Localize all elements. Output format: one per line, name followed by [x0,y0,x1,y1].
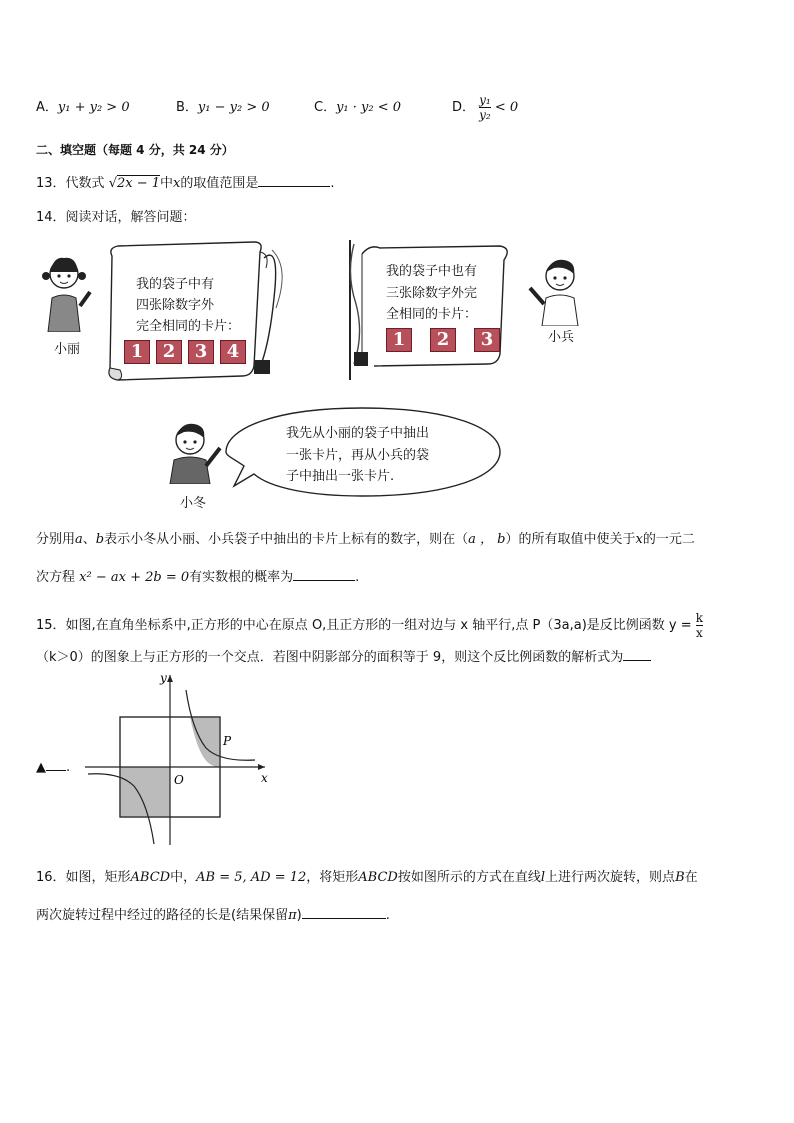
q15-end: . [66,760,71,775]
x-axis-arrow-icon [258,764,265,770]
q16-condition: AB = 5, AD = 12 [196,870,307,885]
boy-figure [524,252,586,326]
xiaoli-card-3: 3 [188,340,214,364]
xiaobing-line2: 三张除数字外完 [386,286,478,301]
q15-text: （k＞0）的图象上与正方形的一个交点．若图中阴影部分的面积等于 9，则这个反比例函数的解析式为 [36,650,624,665]
q14-text: ）的所有取值中使关于 [505,532,636,547]
xiaoli-card-2: 2 [156,340,182,364]
triangle-icon: ▲ [36,760,46,775]
xiaodong-line1: 我先从小丽的袋子中抽出 [286,426,430,441]
option-d [452,88,518,128]
q16-line1 [36,868,698,888]
q14-end: . [355,570,360,585]
option-a-label: A． [36,100,58,115]
option-c-label: C． [314,100,337,115]
q13-pre: 13．代数式 [36,176,105,191]
section-title: 二、填空题（每题 4 分，共 24 分） [36,143,234,157]
xiaobing-name: 小兵 [548,330,575,345]
option-b-expr: y₁ − y₂ > 0 [197,100,270,115]
pi-symbol: π [288,908,297,923]
option-c [314,98,401,118]
q15-line2 [36,646,651,668]
xiaobing-line3: 全相同的卡片： [386,307,478,322]
q15-text: 15．如图,在直角坐标系中,正方形的中心在原点 O,且正方形的一组对边与 x 轴平行,点 P（3a,a)是反比例函数 y = [36,618,692,633]
quadratic-equation: x² − ax + 2b = 0 [79,570,190,585]
question-13 [36,172,335,194]
girl-figure [36,246,96,332]
q14-text: 分别用 [36,532,76,547]
question-14-intro: 14．阅读对话，解答问题： [36,210,196,225]
q16-text: 在 [684,870,698,885]
var-x: x [635,532,643,547]
q16-text: 16．如图，矩形 [36,870,131,885]
q14-text: 、 [82,532,96,547]
q14-body-line2 [36,566,359,588]
xiaodong-name: 小冬 [180,496,207,511]
q14-text: 的一元二 [642,532,695,547]
option-d-rest: < 0 [494,100,519,115]
q16-text: 两次旋转过程中经过的路径的长是(结果保留 [36,908,289,923]
option-b [176,98,270,118]
xiaobing-card-1: 1 [386,328,412,352]
answer-blank[interactable] [623,646,651,661]
fraction-denominator: x [696,626,703,640]
xiaoli-card-1: 1 [124,340,150,364]
sqrt-expression: √2x − 1 [108,176,161,191]
xiaoli-line3: 完全相同的卡片： [136,319,241,334]
answer-line [36,756,70,778]
point-p-label: P [223,734,232,748]
q16-text: 按如图所示的方式在直线 [397,870,541,885]
q16-text: 上进行两次旋转，则点 [545,870,676,885]
y-axis-label: y [160,671,167,685]
origin-label: O [174,773,184,787]
q13-post: 的取值范围是 [180,176,259,191]
xiaobing-card-3: 3 [474,328,500,352]
pair-ab: a ， b [468,532,506,547]
option-a [36,98,130,118]
xiaoli-card-4: 4 [220,340,246,364]
answer-blank[interactable] [46,756,66,771]
q15-line1 [36,608,703,644]
option-c-expr: y₁ · y₂ < 0 [336,100,402,115]
q16-text: ，将矩形 [306,870,359,885]
var-a: a [75,532,83,547]
option-d-numerator: y₁ [479,93,491,107]
option-a-expr: y₁ + y₂ > 0 [57,100,130,115]
k-over-x-fraction [696,611,703,640]
fraction-numerator: k [695,611,704,625]
y-axis-arrow-icon [167,675,173,682]
q14-text: 次方程 [36,570,76,585]
coordinate-graph [80,670,280,850]
answer-blank[interactable] [258,172,330,187]
line-l: l [540,870,546,885]
point-b: B [675,870,685,885]
q16-text: ) [296,908,302,923]
option-d-denominator: y₂ [479,108,491,122]
q13-radicand: 2x − 1 [116,176,161,191]
answer-blank[interactable] [302,904,386,919]
q14-text: 有实数根的概率为 [189,570,294,585]
q13-mid: 中 [160,176,174,191]
xiaoli-name: 小丽 [54,342,81,357]
xiaodong-line3: 子中抽出一张卡片. [286,469,395,484]
q14-text: 表示小冬从小丽、小兵袋子中抽出的卡片上标有的数字，则在（ [104,532,469,547]
xiaoli-line2: 四张除数字外 [136,298,215,313]
rect-abcd: ABCD [130,870,171,885]
q14-body-line1 [36,530,695,550]
answer-blank[interactable] [293,566,355,581]
q16-line2 [36,904,390,926]
rect-abcd: ABCD [358,870,398,885]
shaded-region-bottom [120,767,170,817]
q16-text: 中， [170,870,197,885]
xiaoli-line1: 我的袋子中有 [136,277,215,292]
option-d-label: D． [452,100,476,115]
xiaobing-line1: 我的袋子中也有 [386,264,478,279]
option-b-label: B． [176,100,198,115]
x-axis-label: x [261,771,268,785]
q13-var: x [173,176,181,191]
xiaobing-card-2: 2 [430,328,456,352]
option-d-fraction [479,93,491,122]
q13-end: . [330,176,335,191]
q16-end: . [385,908,390,923]
xiaodong-line2: 一张卡片，再从小兵的袋 [286,448,430,463]
var-b: b [95,532,105,547]
boy2-figure [160,418,226,484]
